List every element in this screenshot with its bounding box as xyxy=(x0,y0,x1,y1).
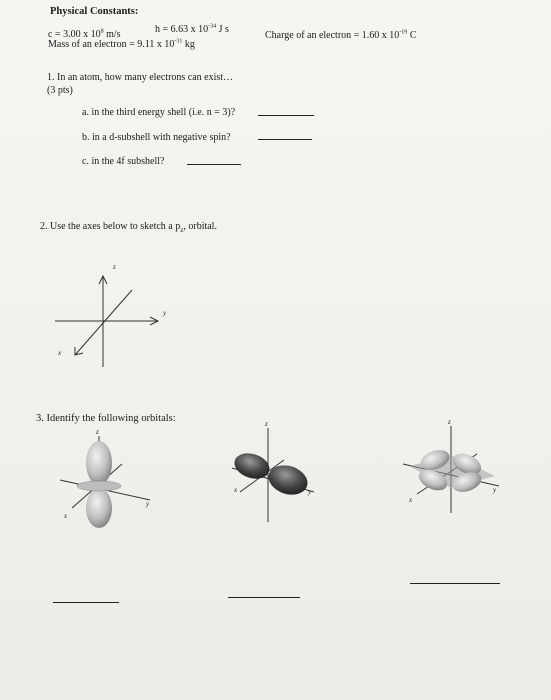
x-axis-label: x xyxy=(58,349,62,357)
orbital-1-y-label: y xyxy=(146,500,150,508)
q3-orbital-1-answer-blank[interactable] xyxy=(53,602,119,603)
orbital-1-z-label: z xyxy=(96,428,99,436)
q3-orbital-3-answer-blank[interactable] xyxy=(410,583,500,584)
q1-prompt: 1. In an atom, how many electrons can exist… xyxy=(47,72,234,83)
q1b-answer-blank[interactable] xyxy=(258,139,312,140)
orbital-2-right-lobe xyxy=(265,461,312,500)
orbital-1-torus xyxy=(77,481,121,491)
orbital-3-y-label: y xyxy=(493,486,497,494)
q1a-text: a. in the third energy shell (i.e. n = 3)? xyxy=(82,107,236,118)
orbital-2-z-label: z xyxy=(265,420,268,428)
orbital-3-x-label: x xyxy=(409,496,413,504)
q1b-text: b. in a d-subshell with negative spin? xyxy=(82,132,231,143)
orbital-3-z-label: z xyxy=(448,418,451,426)
orbital-1-upper-lobe xyxy=(86,441,112,485)
q1c-answer-blank[interactable] xyxy=(187,164,241,165)
planck-constant: h = 6.63 x $10^{-34}$ J s xyxy=(155,23,229,35)
q1c-text: c. in the 4f subshell? xyxy=(82,156,165,167)
orbital-1-lower-lobe xyxy=(86,488,112,528)
orbital-3-diagram xyxy=(395,418,505,518)
speed-of-light: c = 3.00 x $10^8$ m/s xyxy=(48,28,121,40)
orbital-2-y-label: y xyxy=(308,488,312,496)
orbital-1-x-label: x xyxy=(64,512,68,520)
electron-charge: Charge of an electron = 1.60 x $10^{-19}$ C xyxy=(265,29,417,41)
orbital-2-x-label: x xyxy=(234,486,238,494)
q3-prompt: 3. Identify the following orbitals: xyxy=(36,413,176,424)
constants-title: Physical Constants: xyxy=(50,6,139,17)
electron-mass: Mass of an electron = 9.11 x $10^{-31}$ kg xyxy=(48,38,195,50)
q2-prompt: 2. Use the axes below to sketch a $p_z$, orbital. xyxy=(40,221,217,234)
y-axis-label: y xyxy=(163,309,167,317)
orbital-1-diagram xyxy=(50,428,160,528)
q1-points: (3 pts) xyxy=(47,85,73,96)
q1a-answer-blank[interactable] xyxy=(258,115,314,116)
q2-sketch-axes[interactable] xyxy=(40,255,180,375)
z-axis-label: z xyxy=(113,263,116,271)
q3-orbital-2-answer-blank[interactable] xyxy=(228,597,300,598)
orbital-2-diagram xyxy=(222,420,332,525)
